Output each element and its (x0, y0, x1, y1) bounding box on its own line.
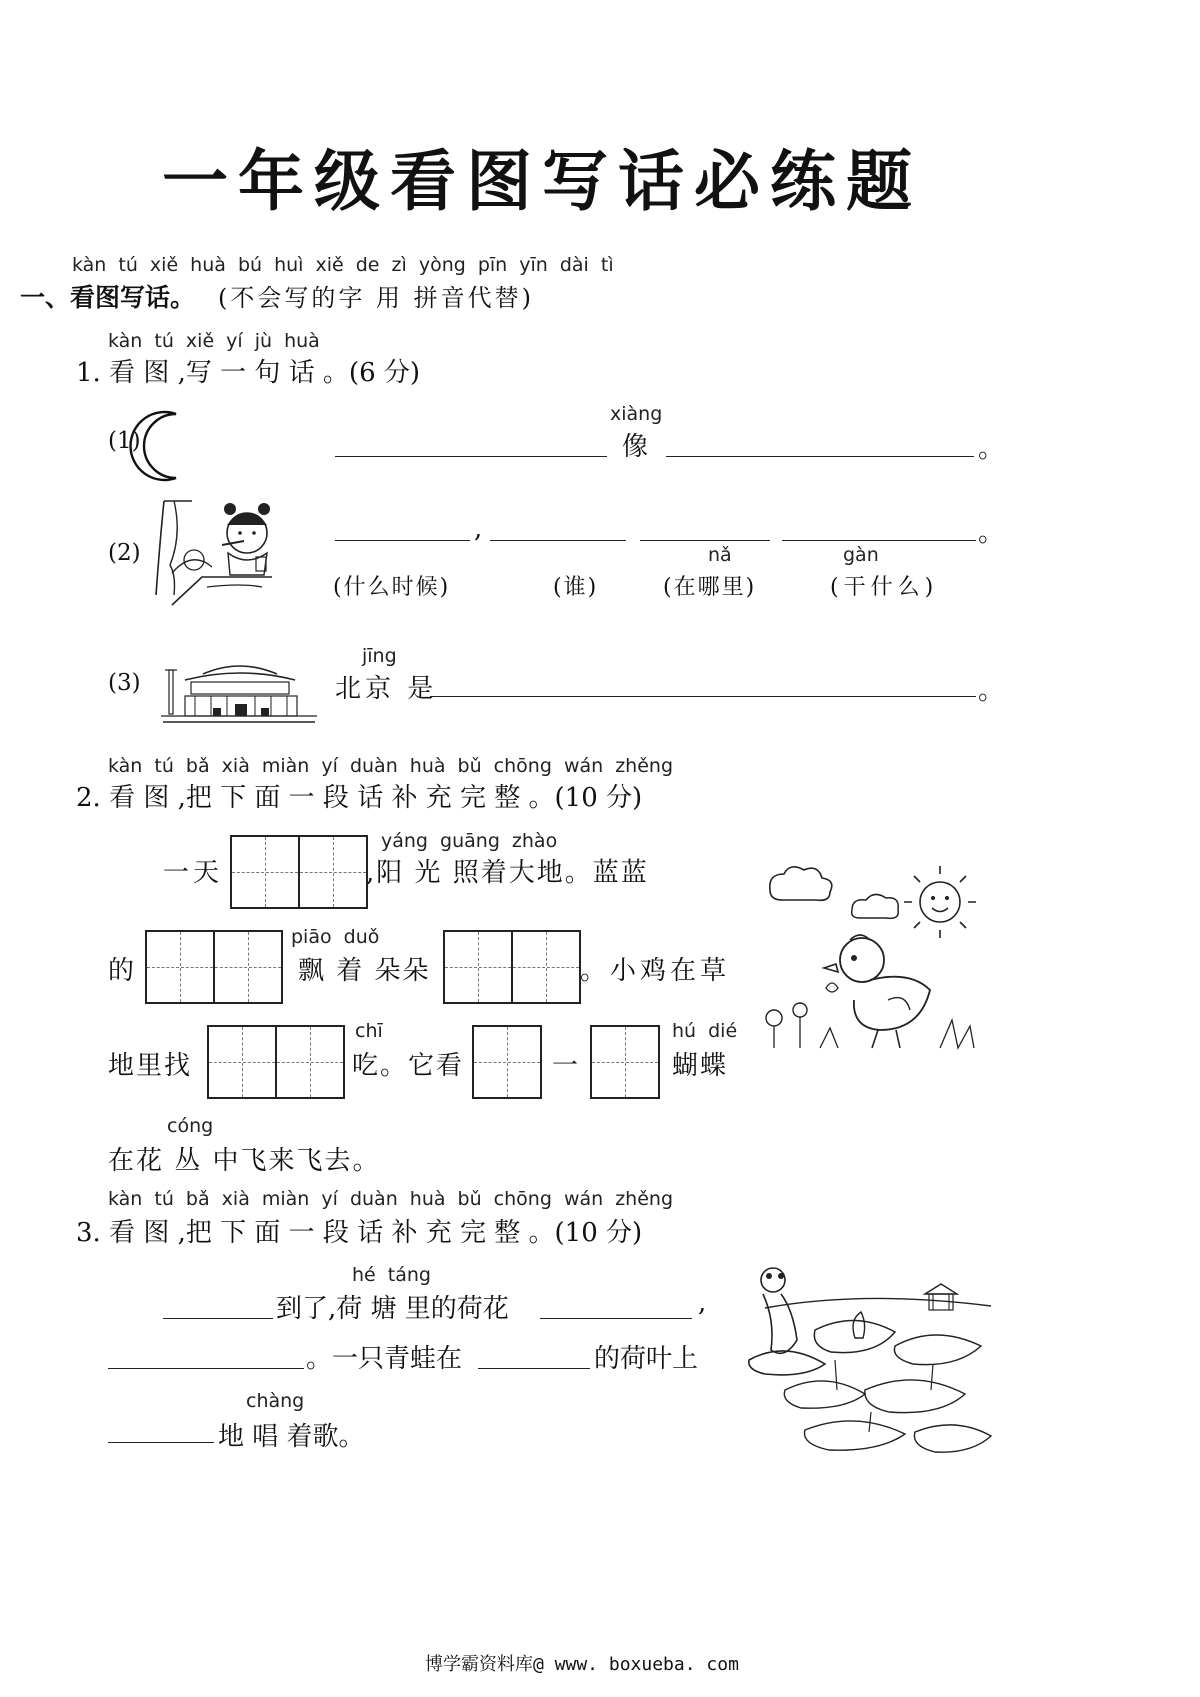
q2-line3-yi: 一 (552, 1051, 579, 1081)
q2-line2-mid: 飘 着 朵朵 (298, 956, 431, 986)
section-label: 一、看图写话。 (20, 283, 196, 312)
q1-text: 1. 看 图 ,写 一 句 话 。(6 分) (76, 358, 421, 388)
q1-item3-blank[interactable] (430, 696, 976, 697)
q3-line1-end: , (698, 1288, 707, 1318)
q3-line1-blank2[interactable] (540, 1318, 692, 1319)
q1-item1-blank2[interactable] (666, 456, 974, 457)
tiananmen-illustration (155, 652, 320, 724)
q2-line3-pinyin-chi: chī (355, 1020, 383, 1042)
q2-text: 2. 看 图 ,把 下 面 一 段 话 补 充 完 整 。(10 分) (76, 783, 643, 813)
q1-item2-end: 。 (978, 518, 1005, 548)
q1-item1-word: 像 (622, 432, 649, 462)
q1-item2-num: (2) (108, 540, 141, 566)
q1-item3-num: (3) (108, 670, 141, 696)
q2-line3-end: 蝴蝶 (672, 1051, 729, 1081)
section-note: (不会写的字 用 拼音代替) (218, 284, 534, 312)
q1-item1-num: (1) (108, 428, 141, 454)
q3-line2-blank1[interactable] (108, 1368, 304, 1369)
q2-line1-start: 一天 (163, 858, 224, 888)
q1-item3-text: 北京 是 (335, 674, 438, 704)
q1-item1-pinyin: xiàng (610, 403, 663, 425)
frog-lotus-pond-illustration (745, 1260, 995, 1460)
q3-line1-text: 到了,荷 塘 里的荷花 (276, 1294, 509, 1324)
q2-writing-box-6[interactable] (590, 1025, 660, 1099)
q1-item2-hint-when: (什么时候) (333, 575, 451, 600)
q1-item2-blank-when[interactable] (335, 540, 470, 541)
q2-line3-pinyin-hudie: hú dié (672, 1020, 738, 1042)
q2-writing-box-3[interactable] (443, 930, 581, 1004)
moon-icon (150, 408, 220, 483)
q1-item2-comma: , (474, 514, 483, 544)
q1-item1-end: 。 (978, 434, 1005, 464)
q2-line2-end: 。小鸡在草 (580, 956, 731, 986)
q1-item2-blank-who[interactable] (490, 540, 626, 541)
q2-line1-rest: ,阳 光 照着大地。蓝蓝 (366, 858, 649, 888)
q3-line2-blank2[interactable] (478, 1368, 590, 1369)
page-title: 一年级看图写话必练题 (162, 143, 922, 220)
q1-item2-blank-where[interactable] (640, 540, 770, 541)
q2-pinyin: kàn tú bǎ xià miàn yí duàn huà bǔ chōng wán zhěng (108, 755, 674, 777)
q2-line4-text: 在花 丛 中飞来飞去。 (108, 1146, 381, 1176)
q3-line3-pinyin: chàng (246, 1390, 305, 1412)
q3-line3-text: 地 唱 着歌。 (218, 1422, 365, 1452)
q3-line2-end: 的荷叶上 (594, 1344, 699, 1374)
q1-item2-pinyin-gan: gàn (843, 544, 879, 566)
q2-line2-pinyin: piāo duǒ (291, 926, 380, 948)
q3-line1-pinyin: hé táng (352, 1264, 431, 1286)
q1-item2-hint-who: (谁) (553, 575, 599, 600)
q3-line2-text: 。一只青蛙在 (306, 1344, 463, 1374)
q2-writing-box-2[interactable] (145, 930, 283, 1004)
q2-line3-start: 地里找 (108, 1051, 193, 1081)
q2-line2-start: 的 (108, 956, 135, 986)
q2-writing-box-5[interactable] (472, 1025, 542, 1099)
q1-item2-pinyin-na: nǎ (708, 544, 732, 566)
section-pinyin: kàn tú xiě huà bú huì xiě de zì yòng pīn yīn dài tì (72, 254, 614, 276)
q1-item1-blank1[interactable] (335, 456, 607, 457)
q2-line4-pinyin: cóng (167, 1115, 214, 1137)
q1-item3-pinyin: jīng (362, 645, 397, 667)
q3-line1-blank1[interactable] (163, 1318, 273, 1319)
q1-item2-hint-where: (在哪里) (663, 575, 757, 600)
q2-writing-box-1[interactable] (230, 835, 368, 909)
q3-pinyin: kàn tú bǎ xià miàn yí duàn huà bǔ chōng wán zhěng (108, 1188, 674, 1210)
chick-sun-illustration (760, 860, 1000, 1060)
girl-brushing-teeth-illustration (152, 495, 277, 605)
q1-item2-hint-what: (干什么) (830, 575, 939, 600)
q2-line1-pinyin: yáng guāng zhào (381, 830, 558, 852)
footer-watermark: 博学霸资料库@ www. boxueba. com (425, 1654, 739, 1675)
q2-writing-box-4[interactable] (207, 1025, 345, 1099)
q1-item2-blank-what[interactable] (782, 540, 976, 541)
q1-pinyin: kàn tú xiě yí jù huà (108, 330, 320, 352)
q3-text: 3. 看 图 ,把 下 面 一 段 话 补 充 完 整 。(10 分) (76, 1218, 643, 1248)
q3-line3-blank[interactable] (108, 1442, 214, 1443)
q2-line3-mid: 吃。它看 (352, 1051, 465, 1081)
q1-item3-end: 。 (978, 676, 1005, 706)
